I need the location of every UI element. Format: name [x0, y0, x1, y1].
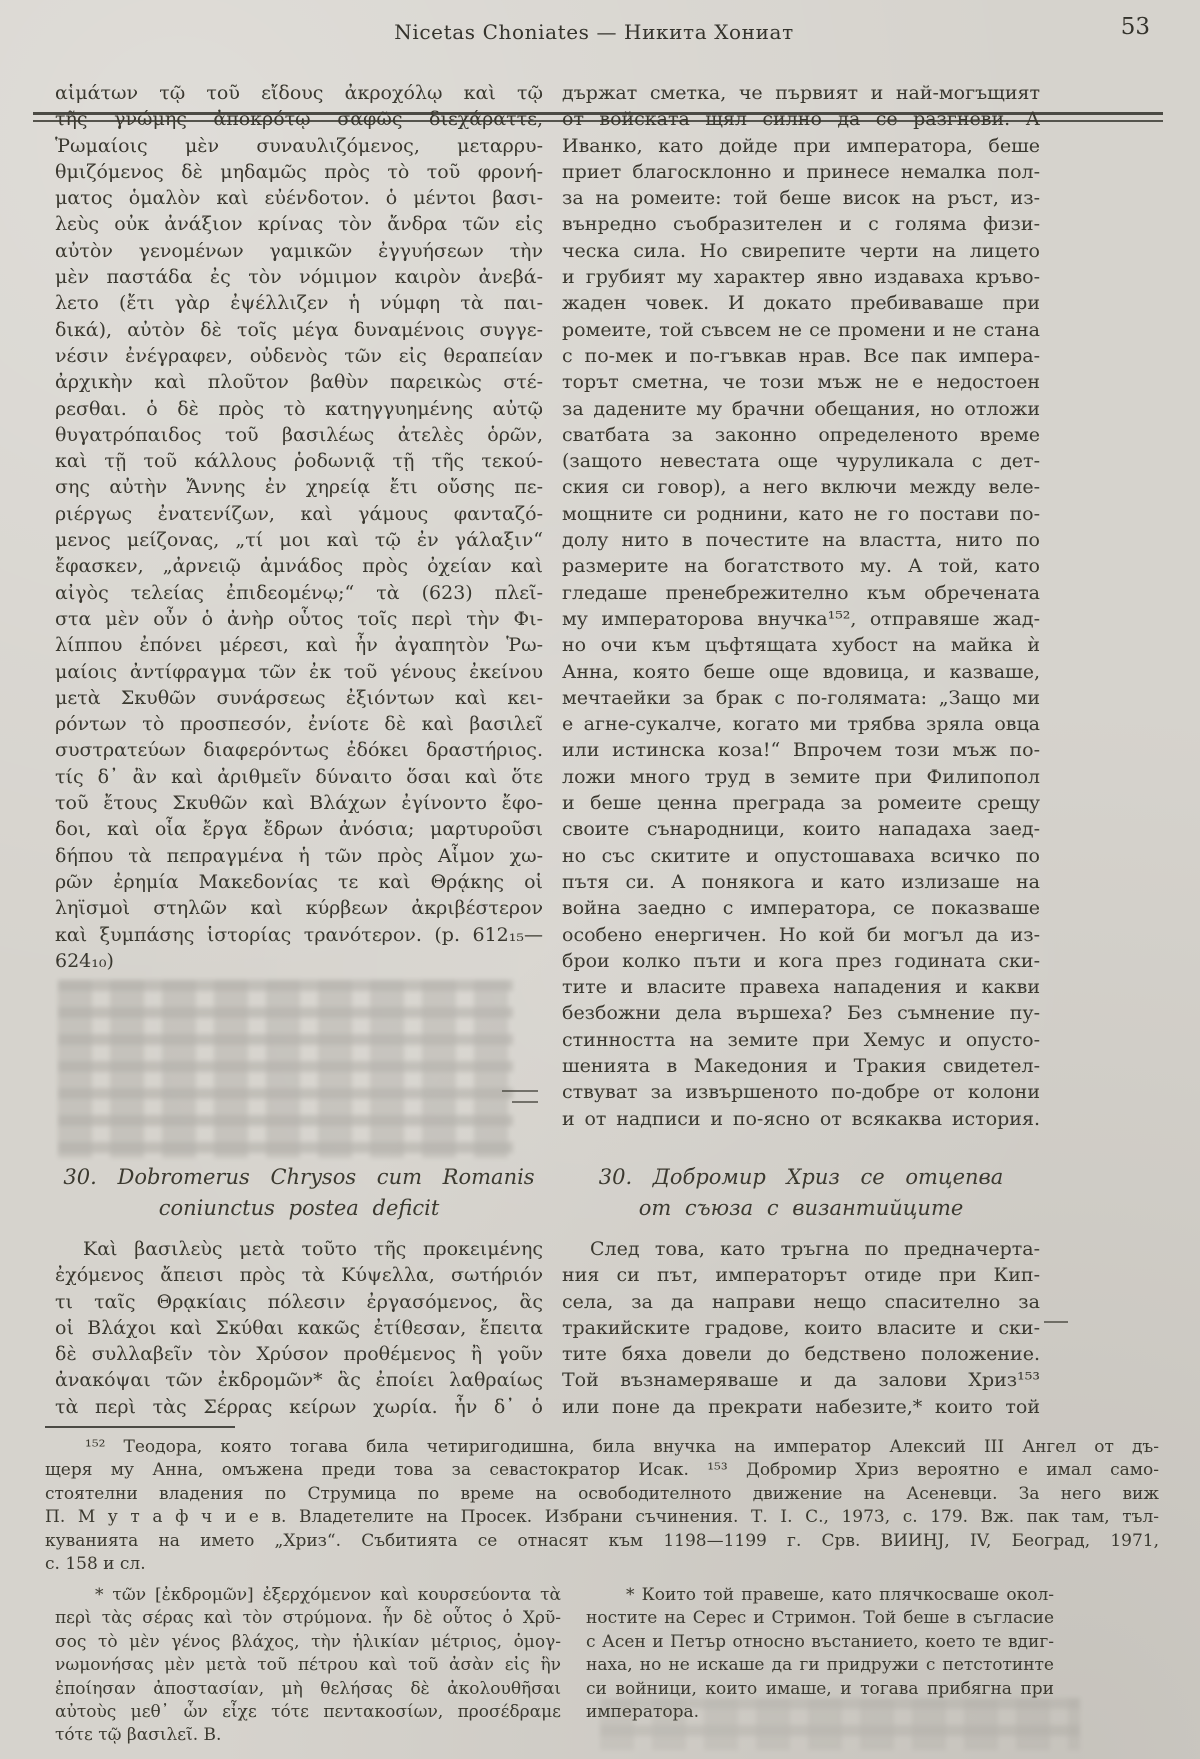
text-line: δὲ συλλαβεῖν τὸν Χρύσον προθέμενος ἢ γοῦν [55, 1343, 543, 1366]
text-line: брои колко пъти и кога през годината ски- [562, 949, 1040, 972]
text-line: 624₁₀) [55, 949, 114, 972]
text-line: особено енергичен. Но кой би могъл да из- [562, 923, 1040, 946]
text-line: размерите на богатството му. А той, като [562, 555, 1040, 578]
text-line: * Които той правеше, като плячкосваше окол- [626, 1585, 1054, 1605]
text-line: ἐχόμενος ἄπεισι πρὸς τὰ Κύψελλα, σωτήριόν [55, 1264, 543, 1287]
text-line: за на ромеите: той беше висок на ръст, из- [562, 187, 1040, 210]
text-line: Ῥωμαίοις μὲν συναυλιζόμενος, μεταρρυ- [55, 134, 543, 157]
text-line: ложи много труд в земите при Филипопол [562, 765, 1040, 788]
section-heading-latin [55, 1162, 543, 1224]
text-line: 30. Добромир Хриз се отцепва [598, 1165, 1004, 1189]
text-line: шенията в Македония и Тракия свидетел- [562, 1054, 1040, 1077]
text-line: οἱ Βλάχοι καὶ Σκύθαι κακῶς ἐτίθεσαν, ἔπειτα [55, 1316, 543, 1339]
bulgarian-paragraph-1 [562, 80, 1040, 1132]
text-line: θυγατρόπαιδος τοῦ βασιλέως ἀτελὲς ὁρῶν, [55, 423, 543, 446]
text-line: но със скитите и опустошаваха всичко по [562, 844, 1040, 867]
text-line: с по-мек и по-гъвкав нрав. Все пак импера- [562, 344, 1040, 367]
text-line: мощните си роднини, като не го постави по- [562, 502, 1040, 525]
text-line: τοῦ ἔτους Σκυθῶν καὶ Βλάχων ἐγίνοντο ἔφο- [55, 792, 543, 815]
footnote-separator-rule [45, 1426, 235, 1428]
bulgarian-paragraph-2 [562, 1236, 1040, 1420]
text-line: σος τὸ μὲν γένος βλάχος, τὴν ἡλικίαν μέτριος, ὁμογ- [55, 1631, 561, 1652]
text-line: ματος ὁμαλὸν καὶ εὐένδοτον. ὁ μέντοι βασι- [55, 187, 543, 210]
text-line: стинността на земите при Хемус и опусто- [562, 1028, 1040, 1051]
text-line: и грубият му характер явно издаваха кръво- [562, 266, 1040, 289]
text-line: σης αὐτὴν Ἄννης ἐν χηρείᾳ ἔτι οὔσης πε- [55, 476, 543, 499]
text-line: λετο (ἔτι γὰρ ἐψέλλιζεν ἡ νύμφη τὰ παι- [55, 292, 543, 315]
text-line: συστρατεύων διαφερόντως ἐδόκει δραστήριος. [55, 739, 543, 762]
text-line: тите и власите правеха нападения и какви [562, 976, 1040, 999]
text-line: приет благосклонно и принесе немалка пол- [562, 160, 1040, 183]
text-line: ριέργως ἐνατενίζων, καὶ γάμους φανταζό- [55, 502, 543, 525]
text-line: си войници, които имаше, и тогава прибягна при [586, 1678, 1054, 1699]
text-line: държат сметка, че първият и най-могъщият [562, 82, 1040, 104]
text-line: ческа сила. Но свирепите черти на лицето [562, 239, 1040, 262]
text-line: ρῶν ἐρημία Μακεδονίας τε καὶ Θρᾴκης οἱ [55, 870, 543, 893]
text-line: торът сметна, че този мъж не е недостоен [562, 371, 1040, 394]
text-line: μενος μείζονας, „τί μοι καὶ τῷ ἐν γάλαξιν“ [55, 529, 543, 552]
text-line: θμιζόμενος δὲ μηδαμῶς πρὸς τὸ τοῦ φρονή- [55, 160, 543, 183]
text-line: сватбата за законно определеното време [562, 423, 1040, 446]
text-line: δικά), αὐτὸν δὲ τοῖς μέγα δυναμένοις συγγε- [55, 318, 543, 341]
text-line: стоятелни владения по Струмица по време на освободителното движение на Асеневци. За него виж [45, 1483, 1159, 1504]
text-line: с. 158 и сл. [45, 1554, 146, 1575]
text-line: и от надписи и по-ясно от всякаква история. [562, 1107, 1040, 1130]
text-line: Анна, която беше още вдовица, и казваше, [562, 660, 1040, 683]
text-line: καὶ τῇ τοῦ κάλλους ῥοδωνιᾷ τῇ τῆς τεκού- [55, 450, 543, 473]
text-line: ностите на Серес и Стримон. Той беше в съгласие [586, 1608, 1054, 1629]
text-line: му императорова внучка¹⁵², отправяше жад- [562, 607, 1040, 630]
text-line: τῆς γνώμης ἀποκρότῳ σαφῶς διεχάραττε, [55, 108, 543, 131]
text-line: села, за да направи нещо спасително за [562, 1290, 1040, 1313]
text-line: coniunctus postea deficit [158, 1196, 440, 1220]
text-line: с Асен и Петър относно въстанието, което те вдиг- [586, 1631, 1054, 1652]
text-line: наха, но не искаше да ги придружи с петстотинте [586, 1655, 1054, 1676]
text-line: αἰγὸς τελείας ἐπιδεομένῳ;“ τὰ (623) πλεῖ- [55, 581, 543, 604]
bulgarian-asterisk-footnote [586, 1584, 1054, 1724]
text-line: императора. [586, 1702, 700, 1723]
text-line: Иванко, като дойде при императора, беше [562, 134, 1040, 157]
text-line: τὰ περὶ τὰς Σέρρας κείρων χωρία. ἦν δ᾽ ὁ [55, 1395, 543, 1418]
text-line: ρεσθαι. ὁ δὲ πρὸς τὸ κατηγγυημένης αὐτῷ [55, 397, 543, 420]
running-title: Nicetas Choniates — Никита Хониат [394, 20, 794, 44]
text-line: ския си говор), а него включи между веле- [562, 476, 1040, 499]
text-line: от съюза с византийците [638, 1196, 964, 1220]
text-line: за дадените му брачни обещания, но отложи [562, 397, 1040, 420]
ink-artifact [512, 1101, 538, 1103]
greek-asterisk-footnote [55, 1584, 561, 1748]
text-line: Καὶ βασιλεὺς μετὰ τοῦτο τῆς προκειμένης [83, 1238, 543, 1260]
text-line: ἀνακόψαι τῶν ἐκδρομῶν* ἃς ἐποίει λαθραίως [55, 1369, 543, 1392]
text-line: от войската щял силно да се разгневи. А [562, 108, 1040, 131]
text-line: λίππου ἐπόνει μέρεσι, καὶ ἦν ἀγαπητὸν Ῥω- [55, 634, 543, 657]
numbered-footnotes [45, 1436, 1159, 1576]
text-line: περὶ τὰς σέρας καὶ τὸν στρύμονα. ἦν δὲ οὗτος ὁ Χρῦ- [55, 1608, 561, 1629]
text-line: λεὺς οὐκ ἀνάξιον κρίνας τὸν ἄνδρα τῶν εἰς [55, 213, 543, 236]
text-line: ληϊσμοὶ στηλῶν καὶ κύρβεων ἀκριβέστερον [55, 897, 543, 920]
text-line: μὲν παστάδα ἐς τὸν νόμιμον καιρὸν ἀνεβά- [55, 266, 543, 289]
text-line: долу нито в почестите на властта, нито по [562, 529, 1040, 552]
text-line: щеря му Анна, омъжена преди това за севастократор Исак. ¹⁵³ Добромир Хриз вероятно е имал само- [45, 1460, 1159, 1481]
text-line: ρόντων τὸ προσπεσόν, ἐνίοτε δὲ καὶ βασιλεῖ [55, 713, 543, 736]
text-line: τίς δ᾽ ἂν καὶ ἀριθμεῖν δύναιτο ὅσαι καὶ ὅτε [55, 765, 543, 788]
text-line: и беше ценна преграда за ромеите срещу [562, 792, 1040, 815]
text-line: война заедно с императора, се показваше [562, 897, 1040, 920]
greek-paragraph-1 [55, 80, 543, 974]
text-line: ния си път, императорът отиде при Кип- [562, 1264, 1040, 1287]
text-line: тите бяха довели до бедствено положение. [562, 1343, 1040, 1366]
text-line: своите сънародници, които нападаха заед- [562, 818, 1040, 841]
text-line: ἔφασκεν, „ἀρνειῷ ἀμνάδος πρὸς ὀχείαν καὶ [55, 555, 543, 578]
text-line: жаден човек. И докато пребиваваше при [562, 292, 1040, 315]
text-line: νωμονήσας μὲν μετὰ τοῦ πέτρου καὶ τοῦ ἀσὰν εἰς ἣν [55, 1655, 561, 1676]
text-line: στα μὲν οὖν ὁ ἀνὴρ οὗτος τοῖς περὶ τὴν Φι- [55, 607, 543, 630]
text-line: δήπου τὰ πεπραγμένα ἡ τῶν πρὸς Αἷμον χω- [55, 844, 543, 867]
page-number: 53 [1120, 14, 1150, 40]
text-line: τότε τῷ βασιλεῖ. Β. [55, 1725, 222, 1746]
bleed-through-artifact [58, 980, 513, 1158]
text-line: но очи към цъфтящата хубост на майка ѝ [562, 634, 1040, 657]
text-line: * τῶν [ἐκδρομῶν] ἐξερχόμενον καὶ κουρσεύοντα τὰ [95, 1585, 561, 1605]
text-line: αἱμάτων τῷ τοῦ εἴδους ἀκροχόλῳ καὶ τῷ [55, 82, 543, 104]
text-line: 30. Dobromerus Chrysos cum Romanis [63, 1165, 535, 1189]
text-line: ἀρχικὴν καὶ πλοῦτον βαθὺν παρεικὼς στέ- [55, 371, 543, 394]
text-line: ствуват за извършеното по-добре от колони [562, 1081, 1040, 1104]
text-line: τι ταῖς Θρᾳκίαις πόλεσιν ἐργασόμενος, ἃς [55, 1290, 543, 1313]
text-line: пътя си. А понякога и като излизаше на [562, 870, 1040, 893]
text-line: или истинска коза!“ Впрочем този мъж по- [562, 739, 1040, 762]
text-line: гледаше пренебрежително към обречената [562, 581, 1040, 604]
text-line: δοι, καὶ οἷα ἔργα ἔδρων ἀνόσια; μαρτυροῦσι [55, 818, 543, 841]
text-line: (защото невестата още чуруликала с дет- [562, 450, 1040, 473]
text-line: αὐτοὺς μεθ᾽ ὧν εἶχε τότε πεντακοσίων, προσέδραμε [55, 1702, 561, 1723]
text-line: След това, като тръгна по предначерта- [590, 1238, 1040, 1260]
text-line: П. М у т а ф ч и е в. Владетелите на Просек. Избрани съчинения. Т. I. С., 1973, с. 179. Вж. пак там, тъл- [45, 1507, 1159, 1528]
text-line: μαίοις ἀντίφραγμα τῶν ἐκ τοῦ γένους ἐκείνου [55, 660, 543, 683]
text-line: Той възнамеряваше и да залови Хриз¹⁵³ [562, 1369, 1040, 1392]
text-line: ἐποίησαν ἀποστασίαν, μὴ θελήσας δὲ ἀκολουθῆσαι [55, 1678, 561, 1699]
greek-paragraph-2 [55, 1236, 543, 1420]
ink-artifact [502, 1090, 538, 1092]
text-line: ромеите, той съвсем не се промени и не стана [562, 318, 1040, 341]
text-line: тракийските градове, които власите и ски- [562, 1316, 1040, 1339]
text-line: или поне да прекрати набезите,* които той [562, 1395, 1040, 1418]
text-line: куванията на името „Хриз“. Събитията се отнасят към 1198—1199 г. Срв. ВИИНЈ, IV, Београд, 1971, [45, 1530, 1159, 1551]
text-line: καὶ ξυμπάσης ἱστορίας τρανότερον. (p. 612₁₅— [55, 923, 543, 946]
text-line: ¹⁵² Теодора, която тогава била четиригодишна, била внучка на император Алексий III Ангел от дъ- [85, 1437, 1159, 1457]
text-line: νέσιν ἐνέγραφεν, οὐδενὸς τῶν εἰς θεραπείαν [55, 344, 543, 367]
text-line: е агне-сукалче, когато ми трябва зряла овца [562, 713, 1040, 736]
text-line: безбожни дела вършеха? Без съмнение пу- [562, 1002, 1040, 1025]
text-line: αὐτὸν γενομένων γαμικῶν ἐγγυήσεων τὴν [55, 239, 543, 262]
text-line: мечтаейки за брак с по-голямата: „Защо ми [562, 686, 1040, 709]
text-line: μετὰ Σκυθῶν συνάρσεως ἐξιόντων καὶ κει- [55, 686, 543, 709]
section-heading-bulgarian [562, 1162, 1040, 1224]
text-line: вънредно съобразителен и с голяма физи- [562, 213, 1040, 236]
ink-artifact [1044, 1321, 1068, 1323]
